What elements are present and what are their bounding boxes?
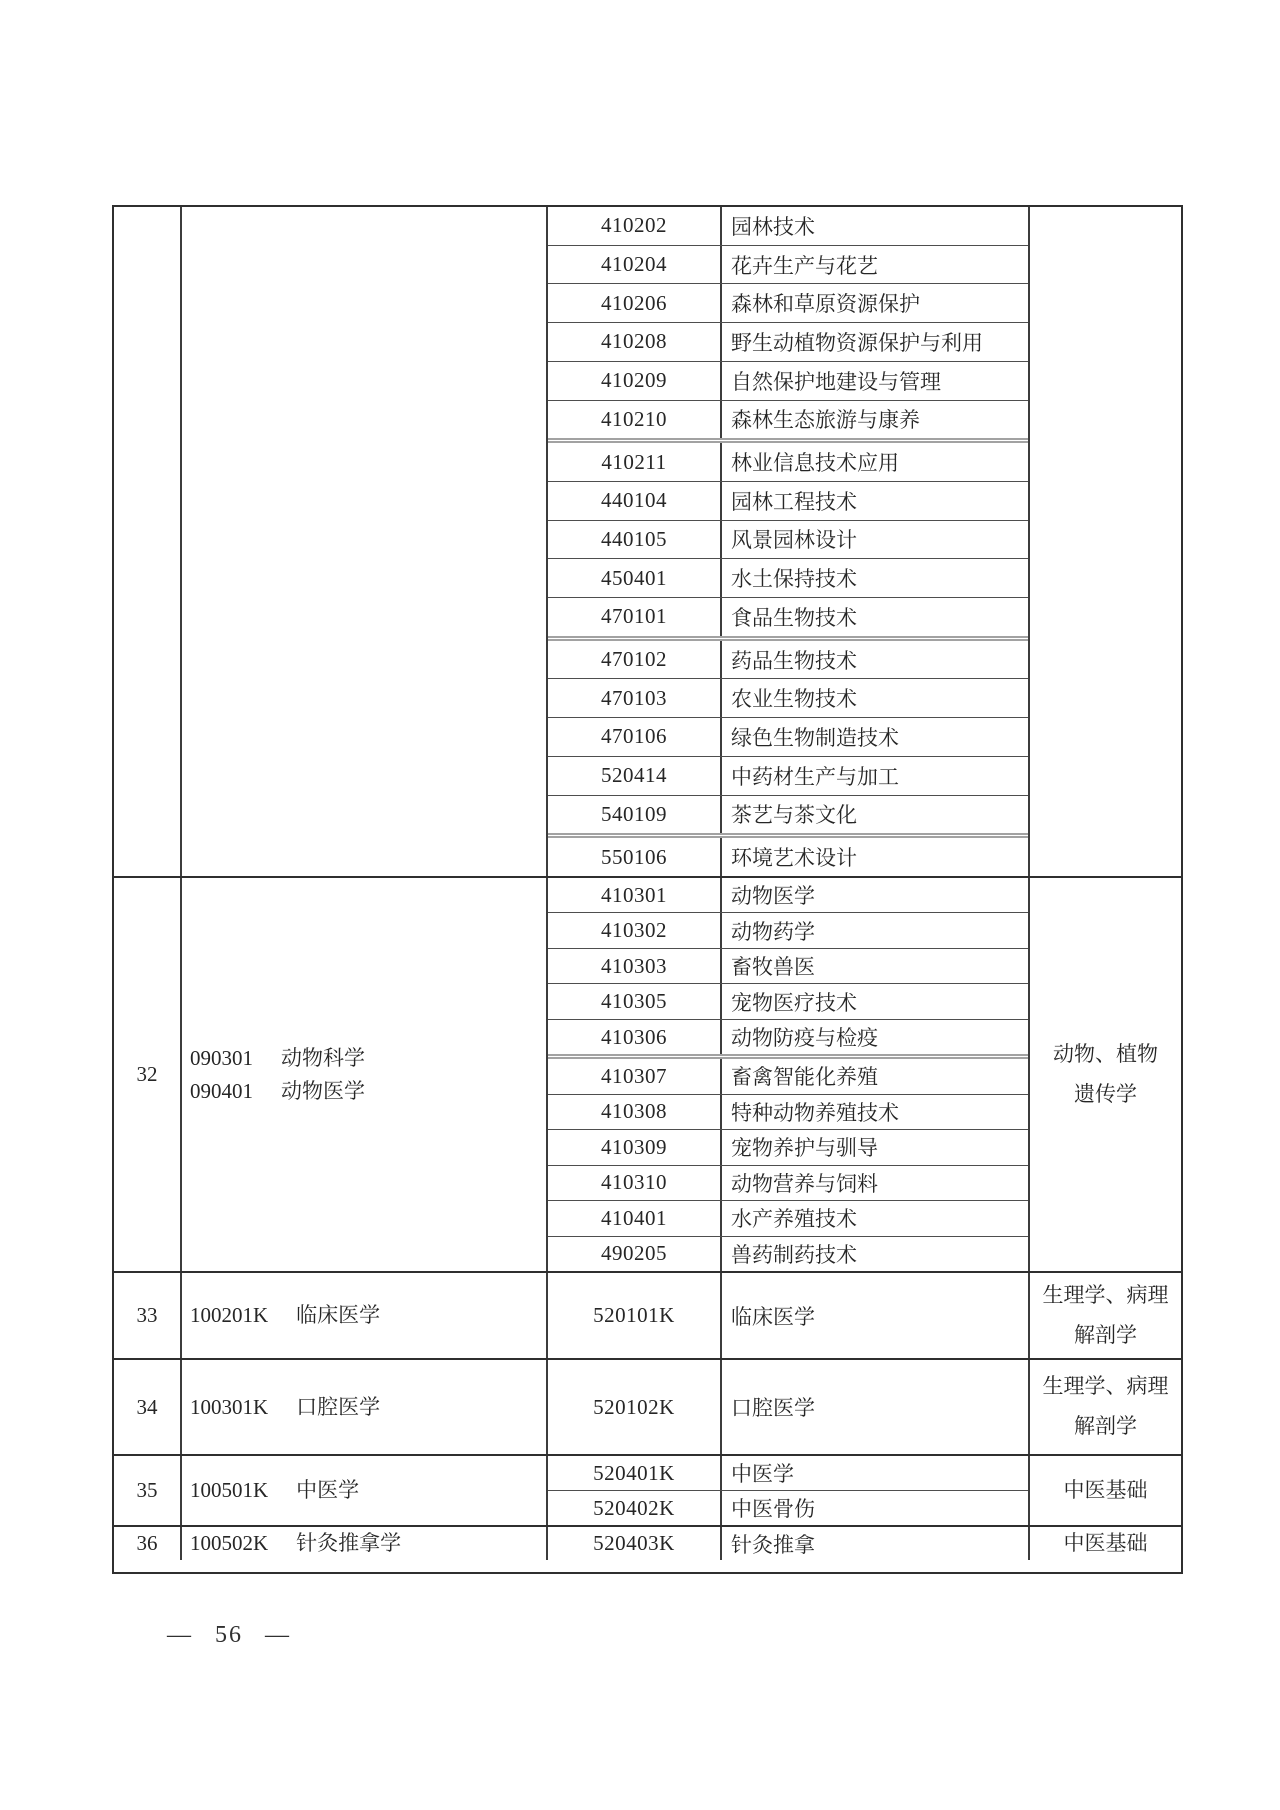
vocational-code: 520403K	[548, 1527, 722, 1560]
vocational-name: 花卉生产与花艺	[731, 253, 878, 278]
vocational-code: 520101K	[548, 1273, 722, 1358]
vocational-name: 林业信息技术应用	[731, 451, 899, 476]
table-row	[548, 796, 1028, 839]
vocational-code: 410210	[548, 401, 722, 439]
exam-subject-cell	[1030, 878, 1181, 1271]
table-row	[548, 482, 1028, 521]
vocational-code: 410209	[548, 362, 722, 400]
vocational-code: 470106	[548, 718, 722, 756]
table-row	[548, 284, 1028, 323]
vocational-code: 410310	[548, 1166, 722, 1200]
vocational-name: 中医骨伤	[731, 1497, 815, 1521]
vocational-code: 470102	[548, 641, 722, 679]
table-row-group	[114, 1525, 1181, 1560]
vocational-name: 动物医学	[731, 884, 815, 909]
table-row-group	[114, 1271, 1181, 1358]
vocational-name: 水产养殖技术	[731, 1207, 857, 1232]
table-row	[548, 838, 1028, 876]
vocational-name: 宠物医疗技术	[731, 990, 857, 1015]
vocational-name: 宠物养护与驯导	[731, 1136, 878, 1161]
vocational-major-list	[548, 1360, 1030, 1454]
undergrad-major	[190, 1474, 546, 1507]
vocational-name: 环境艺术设计	[731, 846, 857, 871]
vocational-code: 470103	[548, 679, 722, 717]
vocational-name: 兽药制药技术	[731, 1242, 857, 1267]
table-row-group	[114, 876, 1181, 1271]
undergrad-major	[190, 1299, 546, 1332]
exam-subject-line: 解剖学	[1074, 1414, 1137, 1438]
vocational-code: 410401	[548, 1201, 722, 1235]
table-row	[548, 1059, 1028, 1094]
row-number: 35	[136, 1478, 158, 1502]
vocational-major-list	[548, 1456, 1030, 1525]
undergrad-name: 口腔医学	[296, 1394, 381, 1419]
vocational-code: 410302	[548, 913, 722, 947]
table-row	[548, 207, 1028, 246]
vocational-major-list	[548, 878, 1030, 1271]
vocational-major-list	[548, 207, 1030, 876]
exam-subject-line: 中医基础	[1063, 1530, 1148, 1555]
undergrad-code: 090301	[190, 1045, 253, 1070]
table-row-group	[114, 207, 1181, 876]
table-row	[548, 1201, 1028, 1236]
table-row	[548, 984, 1028, 1019]
table-row	[548, 443, 1028, 482]
vocational-name: 中药材生产与加工	[731, 764, 899, 789]
vocational-code: 410308	[548, 1095, 722, 1129]
undergrad-name: 动物科学	[281, 1045, 365, 1070]
undergrad-code: 100502K	[190, 1531, 269, 1556]
exam-subject-line: 生理学、病理	[1042, 1282, 1169, 1307]
vocational-code: 410301	[548, 878, 722, 912]
vocational-name: 动物营养与饲料	[731, 1171, 878, 1196]
vocational-name: 食品生物技术	[731, 605, 857, 630]
undergrad-major	[190, 1527, 546, 1560]
undergrad-major	[190, 1075, 546, 1108]
table-row	[548, 949, 1028, 984]
vocational-name: 园林工程技术	[731, 489, 857, 514]
table-row	[548, 718, 1028, 757]
undergrad-major-cell	[182, 878, 548, 1271]
exam-subject-line: 动物、植物	[1053, 1041, 1158, 1066]
table-row	[548, 641, 1028, 680]
exam-subject-line: 中医基础	[1063, 1477, 1148, 1502]
table-row	[548, 913, 1028, 948]
vocational-name: 森林生态旅游与康养	[731, 408, 920, 433]
exam-subject-cell	[1030, 1360, 1181, 1454]
vocational-code: 520414	[548, 757, 722, 795]
vocational-name: 动物药学	[731, 919, 815, 944]
row-number-cell	[114, 878, 182, 1271]
vocational-name: 动物防疫与检疫	[731, 1026, 878, 1051]
undergrad-name: 中医学	[296, 1478, 360, 1503]
row-number: 36	[136, 1531, 158, 1555]
table-row	[548, 521, 1028, 560]
vocational-name: 临床医学	[731, 1304, 815, 1329]
vocational-code: 410204	[548, 246, 722, 284]
vocational-code: 410208	[548, 323, 722, 361]
table-row	[548, 679, 1028, 718]
vocational-code: 410305	[548, 984, 722, 1018]
undergrad-code: 100201K	[190, 1303, 269, 1328]
table-row	[548, 1456, 1028, 1491]
table-row	[548, 1130, 1028, 1165]
vocational-name: 野生动植物资源保护与利用	[731, 330, 983, 355]
vocational-code: 450401	[548, 559, 722, 597]
table-row	[548, 323, 1028, 362]
vocational-name: 自然保护地建设与管理	[731, 369, 941, 394]
page-number: — 56 —	[167, 1622, 291, 1648]
vocational-code: 410211	[548, 443, 722, 481]
table-row	[548, 1095, 1028, 1130]
undergrad-major-cell	[182, 1456, 548, 1525]
exam-subject-cell	[1030, 1273, 1181, 1358]
table-row	[548, 1166, 1028, 1201]
vocational-name: 药品生物技术	[731, 648, 857, 673]
undergrad-major	[190, 1391, 546, 1424]
table-row	[548, 1020, 1028, 1059]
vocational-code: 490205	[548, 1237, 722, 1271]
table-row	[548, 401, 1028, 444]
table-row	[548, 1360, 1028, 1454]
exam-subject-line: 生理学、病理	[1042, 1374, 1169, 1399]
vocational-name: 畜禽智能化养殖	[731, 1065, 878, 1090]
undergrad-major-cell	[182, 1273, 548, 1358]
row-number-cell	[114, 207, 182, 876]
major-mapping-table	[112, 205, 1183, 1574]
undergrad-code: 100501K	[190, 1478, 269, 1503]
table-row-group	[114, 1454, 1181, 1525]
table-row	[548, 1527, 1028, 1560]
row-number-cell	[114, 1527, 182, 1560]
vocational-name: 水土保持技术	[731, 567, 857, 592]
row-number-cell	[114, 1360, 182, 1454]
vocational-code: 440105	[548, 521, 722, 559]
table-row	[548, 362, 1028, 401]
exam-subject-line: 解剖学	[1074, 1322, 1137, 1347]
vocational-code: 520402K	[548, 1491, 722, 1525]
undergrad-major	[190, 1042, 546, 1075]
vocational-code: 470101	[548, 598, 722, 636]
vocational-code: 410206	[548, 284, 722, 322]
table-row	[548, 878, 1028, 913]
vocational-name: 风景园林设计	[731, 528, 857, 553]
vocational-name: 农业生物技术	[731, 687, 857, 712]
undergrad-major-cell	[182, 1527, 548, 1560]
table-row	[548, 246, 1028, 285]
vocational-code: 410202	[548, 207, 722, 245]
vocational-code: 410306	[548, 1020, 722, 1054]
row-number: 34	[136, 1394, 158, 1419]
vocational-code: 550106	[548, 838, 722, 876]
undergrad-name: 动物医学	[281, 1078, 365, 1103]
vocational-name: 绿色生物制造技术	[731, 725, 899, 750]
vocational-code: 520102K	[548, 1360, 722, 1454]
undergrad-major-cell	[182, 1360, 548, 1454]
vocational-name: 中医学	[731, 1462, 794, 1486]
row-number: 32	[136, 1062, 158, 1086]
vocational-name: 茶艺与茶文化	[731, 803, 857, 828]
table-row	[548, 757, 1028, 796]
table-row	[548, 1491, 1028, 1525]
exam-subject-cell	[1030, 207, 1181, 876]
exam-subject-line: 遗传学	[1074, 1081, 1137, 1106]
vocational-code: 540109	[548, 796, 722, 834]
vocational-code: 410303	[548, 949, 722, 983]
vocational-major-list	[548, 1527, 1030, 1560]
vocational-name: 特种动物养殖技术	[731, 1100, 899, 1125]
table-row	[548, 1273, 1028, 1358]
vocational-code: 410309	[548, 1130, 722, 1164]
exam-subject-cell	[1030, 1527, 1181, 1560]
table-row	[548, 598, 1028, 641]
row-number: 33	[136, 1303, 158, 1327]
undergrad-code: 090401	[190, 1078, 253, 1103]
vocational-name: 畜牧兽医	[731, 955, 815, 980]
table-row	[548, 1237, 1028, 1271]
vocational-code: 410307	[548, 1059, 722, 1093]
vocational-name: 森林和草原资源保护	[731, 292, 920, 317]
table-row-group	[114, 1358, 1181, 1454]
table-row	[548, 559, 1028, 598]
vocational-major-list	[548, 1273, 1030, 1358]
vocational-code: 440104	[548, 482, 722, 520]
undergrad-code: 100301K	[190, 1394, 269, 1419]
undergrad-major-cell	[182, 207, 548, 876]
row-number-cell	[114, 1456, 182, 1525]
vocational-code: 520401K	[548, 1456, 722, 1490]
row-number-cell	[114, 1273, 182, 1358]
vocational-name: 针灸推拿	[731, 1532, 815, 1557]
undergrad-name: 临床医学	[296, 1303, 381, 1328]
vocational-name: 园林技术	[731, 214, 815, 239]
vocational-name: 口腔医学	[731, 1396, 815, 1420]
undergrad-name: 针灸推拿学	[296, 1531, 402, 1556]
exam-subject-cell	[1030, 1456, 1181, 1525]
